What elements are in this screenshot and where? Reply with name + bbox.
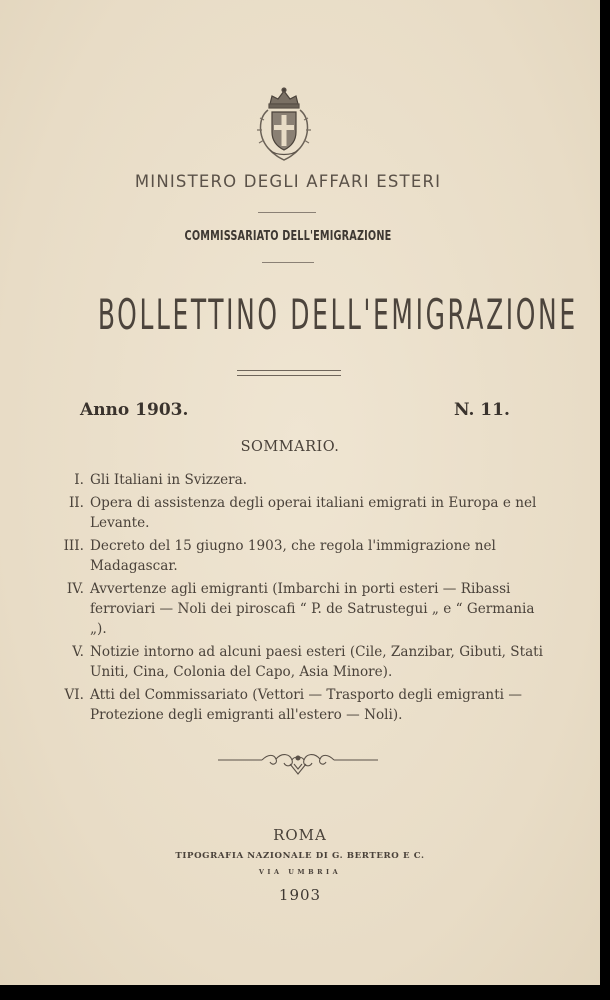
table-of-contents	[52, 470, 552, 728]
publication-title: BOLLETTINO DELL'EMIGRAZIONE	[97, 290, 578, 339]
item-text: Atti del Commissariato (Vettori — Trasporto degli emigranti — Protezione degli emigranti all'estero — Noli).	[90, 687, 522, 723]
item-text: Notizie intorno ad alcuni paesi esteri (Cile, Zanzibar, Gibuti, Stati Uniti, Cina, Colonia del Capo, Asia Minore).	[90, 644, 543, 680]
item-number: I.	[74, 472, 84, 488]
scan-border-right	[600, 0, 610, 1000]
ornamental-fleuron-icon	[218, 748, 378, 778]
royal-coat-of-arms-icon	[250, 84, 318, 164]
item-number: III.	[63, 538, 84, 554]
scan-border-bottom	[0, 985, 610, 1000]
item-text: Avvertenze agli emigranti (Imbarchi in porti esteri — Ribassi ferroviari — Noli dei piroscafi “ P. de Satrustegui „ e “ Germania „).	[90, 581, 535, 637]
item-number: VI.	[64, 687, 84, 703]
summary-heading: SOMMARIO.	[240, 439, 340, 455]
issue-number: N. 11.	[454, 400, 510, 420]
issue-year: Anno 1903.	[80, 400, 189, 420]
ministry-name: MINISTERO DEGLI AFFARI ESTERI	[134, 172, 442, 191]
list-item	[52, 579, 552, 639]
imprint-street: VIA UMBRIA	[258, 868, 342, 876]
list-item	[52, 470, 552, 490]
list-item	[52, 536, 552, 576]
commissariato-name: COMMISSARIATO DELL'EMIGRAZIONE	[184, 228, 392, 244]
divider	[258, 212, 316, 213]
item-text: Gli Italiani in Svizzera.	[90, 472, 248, 488]
list-item	[52, 493, 552, 533]
imprint-city: ROMA	[273, 826, 327, 844]
list-item	[52, 685, 552, 725]
imprint-year: 1903	[278, 886, 322, 904]
divider	[262, 262, 314, 263]
item-number: V.	[72, 644, 84, 660]
imprint-printer: TIPOGRAFIA NAZIONALE DI G. BERTERO E C.	[175, 851, 425, 861]
item-number: IV.	[66, 581, 84, 597]
list-item	[52, 642, 552, 682]
item-text: Decreto del 15 giugno 1903, che regola l'immigrazione nel Madagascar.	[90, 538, 496, 574]
item-text: Opera di assistenza degli operai italiani emigrati in Europa e nel Levante.	[90, 495, 537, 531]
item-number: II.	[68, 495, 84, 511]
double-rule-divider	[237, 370, 341, 376]
